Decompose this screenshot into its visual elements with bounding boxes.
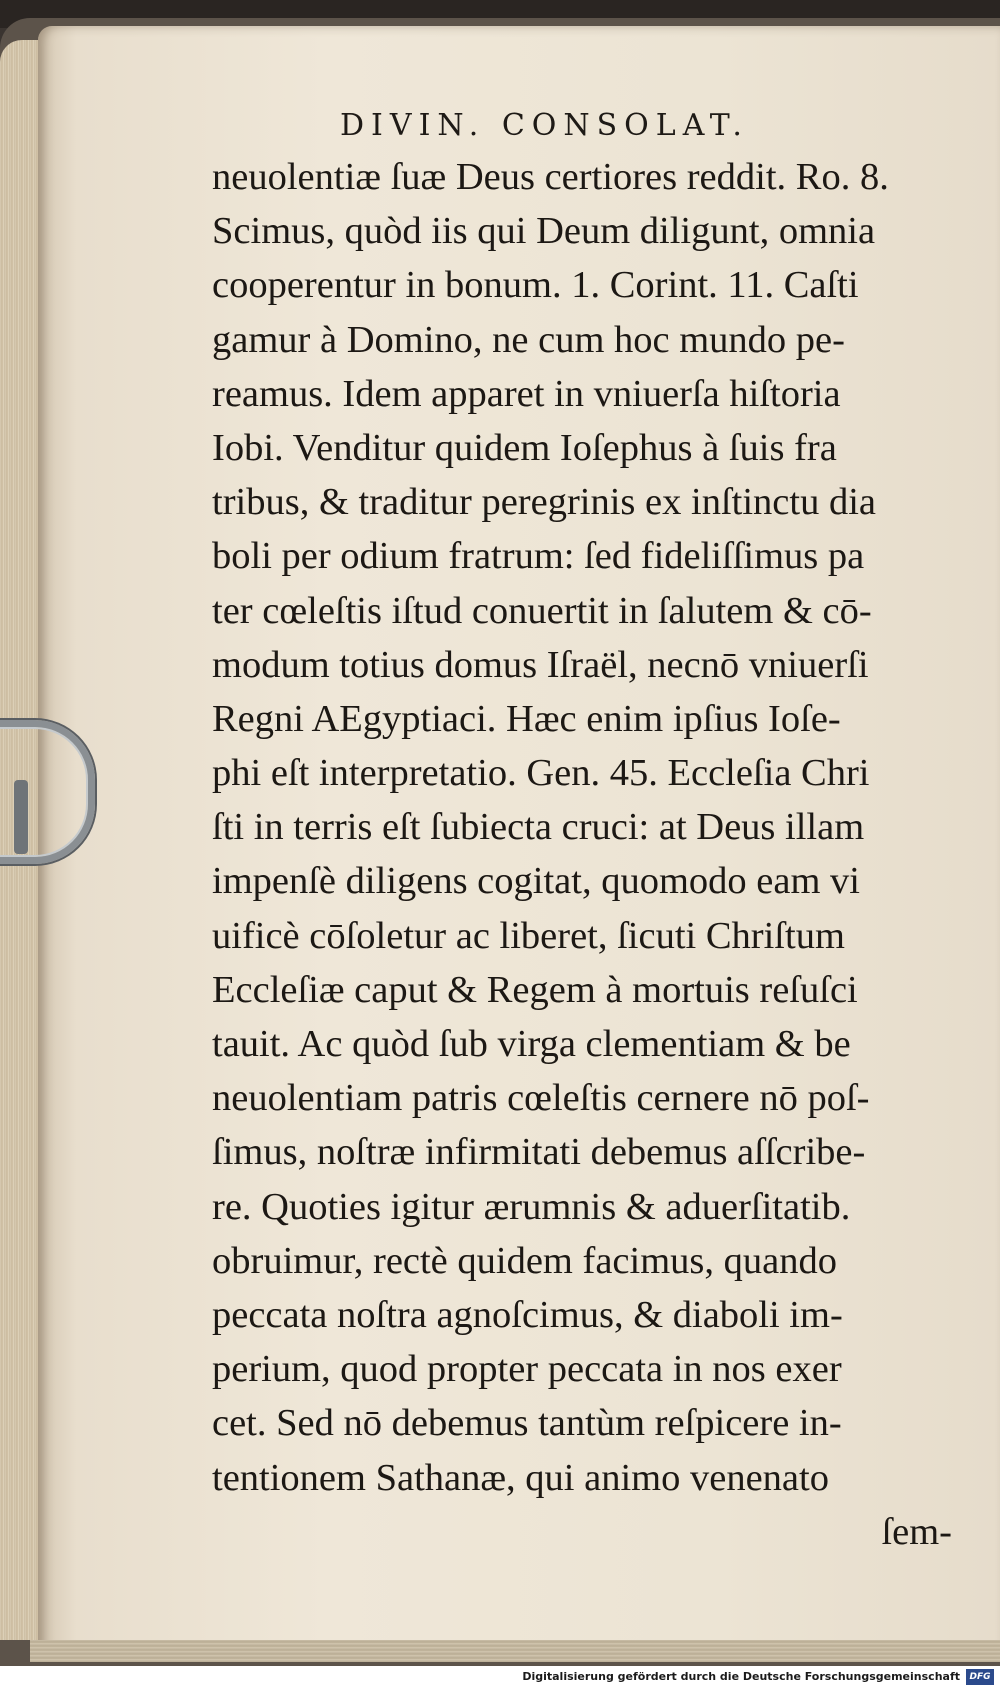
running-head: DIVIN. CONSOLAT. [340, 108, 749, 143]
text-line: Regni AEgyptiaci. Hæc enim ipſius Ioſe- [212, 697, 841, 740]
text-line: modum totius domus Iſraël, necnō vniuerſi [212, 643, 869, 686]
catchword: ſem- [881, 1510, 952, 1553]
text-line: Scimus, quòd iis qui Deum diligunt, omnia [212, 210, 876, 253]
text-line: tentionem Sathanæ, qui animo venenato [212, 1456, 829, 1499]
text-line: reamus. Idem apparet in vniuerſa hiſtoria [212, 372, 841, 415]
text-line: cooperentur in bonum. 1. Corint. 11. Caſti [212, 264, 859, 307]
text-line: impenſè diligens cogitat, quomodo eam vi [212, 860, 860, 903]
page-bottom-edges [30, 1640, 1000, 1662]
text-line: phi eſt interpretatio. Gen. 45. Eccleſia Chri [212, 752, 870, 795]
body-text [212, 150, 952, 1559]
text-line: ſimus, noſtræ infirmitati debemus aſſcribe- [212, 1131, 866, 1174]
text-line: boli per odium fratrum: ſed fideliſſimus pa [212, 535, 865, 578]
text-line: ter cœleſtis iſtud conuertit in ſalutem & cō- [212, 589, 872, 632]
text-line: peccata noſtra agnoſcimus, & diaboli im- [212, 1293, 843, 1336]
text-line: neuolentiæ ſuæ Deus certiores reddit. Ro. 8. [212, 156, 889, 198]
text-line: cet. Sed nō debemus tantùm reſpicere in- [212, 1402, 842, 1445]
text-line: perium, quod propter peccata in nos exer [212, 1348, 842, 1391]
funding-credit: Digitalisierung gefördert durch die Deutsche Forschungsgemeinschaft [522, 1670, 960, 1683]
dfg-logo-icon: DFG [966, 1669, 994, 1685]
text-line: obruimur, rectè quidem facimus, quando [212, 1239, 837, 1282]
text-line: uificè cōſoletur ac liberet, ſicuti Chriſtum [212, 914, 845, 957]
text-line: tribus, & traditur peregrinis ex inſtinctu dia [212, 481, 876, 524]
text-line: re. Quoties igitur ærumnis & aduerſitatib. [212, 1185, 851, 1228]
text-line: neuolentiam patris cœleſtis cernere nō poſ- [212, 1077, 870, 1120]
text-line: Iobi. Venditur quidem Ioſephus à ſuis fra [212, 426, 837, 469]
text-line: Eccleſiæ caput & Regem à mortuis reſuſci [212, 968, 858, 1011]
clasp-pin-icon [14, 780, 28, 854]
text-line: tauit. Ac quòd ſub virga clementiam & be [212, 1023, 851, 1065]
text-line: ſti in terris eſt ſubiecta cruci: at Deus illam [212, 806, 865, 849]
text-line: gamur à Domino, ne cum hoc mundo pe- [212, 318, 845, 361]
